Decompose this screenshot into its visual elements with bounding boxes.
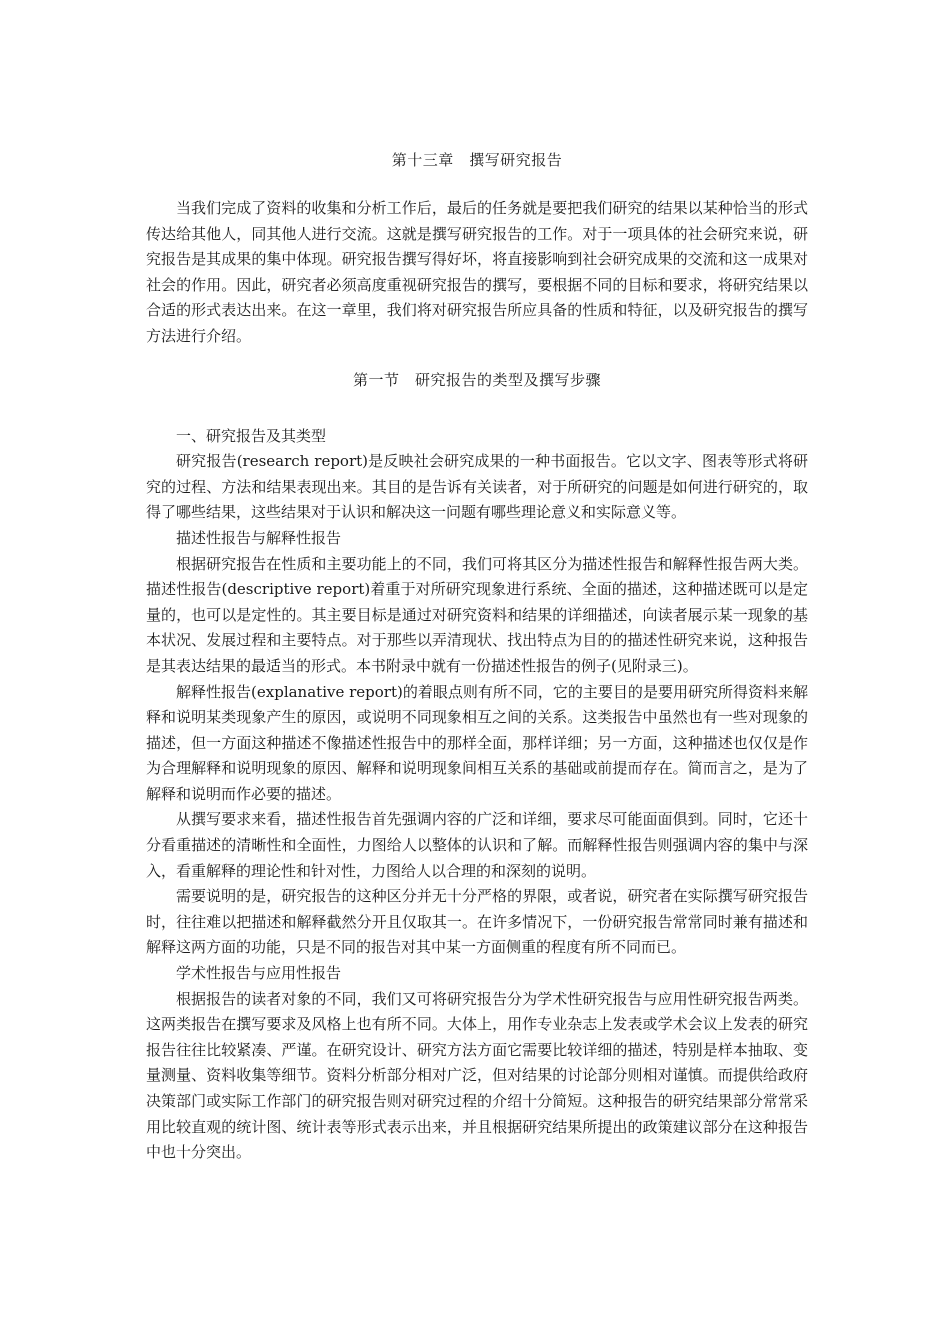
subheading-descriptive-explanative: 描述性报告与解释性报告 — [176, 528, 342, 547]
paragraph-writing-requirements: 从撰写要求来看，描述性报告首先强调内容的广泛和详细，要求尽可能面面俱到。同时，它还十分看重描述的清晰性和全面性，力图给人以整体的认识和了解。而解释性报告则强调内容的集中与深入，看重解释的理论性和针对性，力图给人以合理的和深刻的说明。 — [146, 810, 808, 880]
paragraph-distinction-note: 需要说明的是，研究报告的这种区分并无十分严格的界限，或者说，研究者在实际撰写研究报告时，往往难以把描述和解释截然分开且仅取其一。在许多情况下，一份研究报告常常同时兼有描述和解释这两方面的功能，只是不同的报告对其中某一方面侧重的程度有所不同而已。 — [146, 887, 808, 957]
paragraph-descriptive-report: 根据研究报告在性质和主要功能上的不同，我们可将其区分为描述性报告和解释性报告两大类。描述性报告(descriptive report)着重于对所研究现象进行系统、全面的描述，这种描述既可以是定量的，也可以是定性的。其主要目标是通过对研究资料和结果的详细描述，向读者展示某一现象的基本状况、发展过程和主要特点。对于那些以弄清现状、找出特点为目的的描述性研究来说，这种报告是其表达结果的最适当的形式。本书附录中就有一份描述性报告的例子(见附录三)。 — [146, 554, 808, 675]
chapter-title: 第十三章 撰写研究报告 — [391, 151, 563, 169]
subheading-research-report-types: 一、研究报告及其类型 — [176, 426, 327, 445]
paragraph-academic-applied: 根据报告的读者对象的不同，我们又可将研究报告分为学术性研究报告与应用性研究报告两类。这两类报告在撰写要求及风格上也有所不同。大体上，用作专业杂志上发表或学术会议上发表的研究报告往往比较紧凑、严谨。在研究设计、研究方法方面它需要比较详细的描述，特别是样本抽取、变量测量、资料收集等细节。资料分析部分相对广泛，但对结果的讨论部分则相对谨慎。而提供给政府决策部门或实际工作部门的研究报告则对研究过程的介绍十分简短。这种报告的研究结果部分常常采用比较直观的统计图、统计表等形式表示出来，并且根据研究结果所提出的政策建议部分在这种报告中也十分突出。 — [146, 989, 808, 1162]
intro-paragraph: 当我们完成了资料的收集和分析工作后，最后的任务就是要把我们研究的结果以某种恰当的形式传达给其他人，同其他人进行交流。这就是撰写研究报告的工作。对于一项具体的社会研究来说，研究报告是其成果的集中体现。研究报告撰写得好坏，将直接影响到社会研究成果的交流和这一成果对社会的作用。因此，研究者必须高度重视研究报告的撰写，要根据不同的目标和要求，将研究结果以合适的形式表达出来。在这一章里，我们将对研究报告所应具备的性质和特征，以及研究报告的撰写方法进行介绍。 — [146, 199, 808, 345]
section-title: 第一节 研究报告的类型及撰写步骤 — [352, 370, 601, 389]
paragraph-research-report-definition: 研究报告(research report)是反映社会研究成果的一种书面报告。它以文字、图表等形式将研究的过程、方法和结果表现出来。其目的是告诉有关读者，对于所研究的问题是如何进行研究的，取得了哪些结果，这些结果对于认识和解决这一问题有哪些理论意义和实际意义等。 — [146, 452, 808, 522]
subheading-academic-applied: 学术性报告与应用性报告 — [176, 964, 342, 983]
document-page — [146, 150, 808, 1166]
paragraph-explanative-report: 解释性报告(explanative report)的着眼点则有所不同，它的主要目的是要用研究所得资料来解释和说明某类现象产生的原因，或说明不同现象相互之间的关系。这类报告中虽然也有一些对现象的描述，但一方面这种描述不像描述性报告中的那样全面，那样详细；另一方面，这种描述也仅仅是作为合理解释和说明现象的原因、解释和说明现象间相互关系的基础或前提而存在。简而言之，是为了解释和说明而作必要的描述。 — [146, 682, 808, 803]
